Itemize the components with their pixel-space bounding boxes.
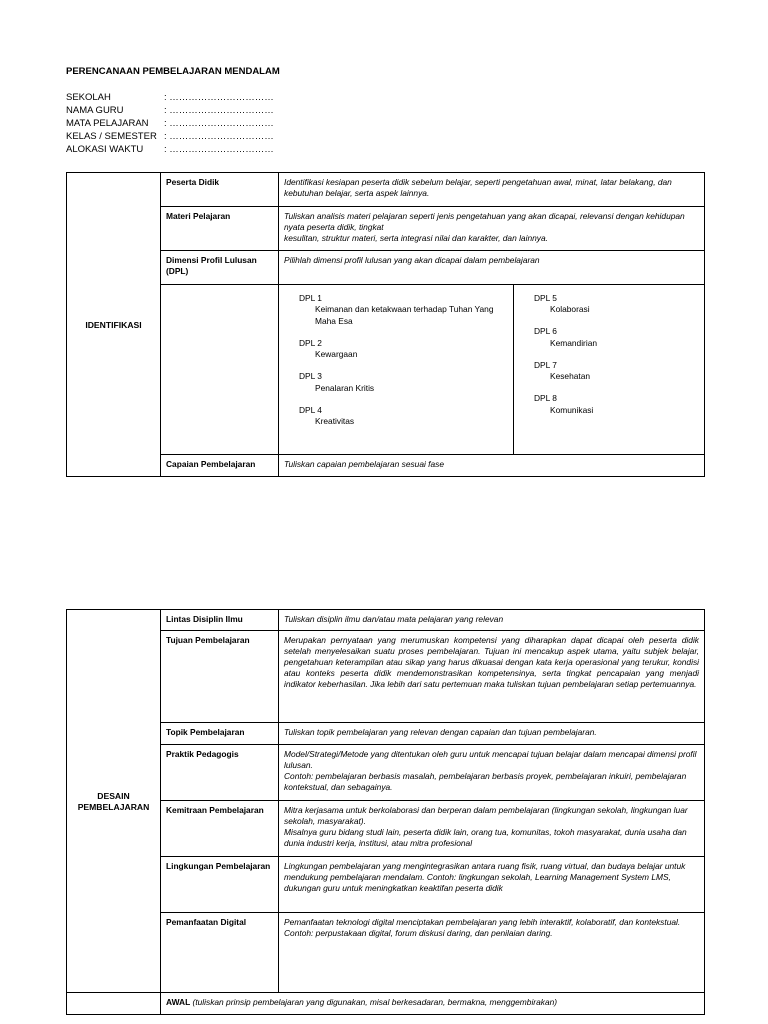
table-row (67, 857, 705, 913)
info-row-sekolah (66, 91, 274, 104)
info-value: : …………………………… (164, 131, 274, 143)
info-value: : …………………………… (164, 118, 274, 130)
dpl-item: DPL 4 Kreativitas (299, 404, 355, 427)
page-title: PERENCANAAN PEMBELAJARAN MENDALAM (66, 66, 280, 77)
dpl-list-right (514, 285, 705, 455)
row-description: Tuliskan analisis materi pelajaran seperti jenis pengetahuan yang akan dicapai, relevansi dengan kehidupan nyata peserta didik, tingkat kesulitan, struktur materi, serta integrasi nilai dan karakter, dan lainnya. (279, 207, 705, 251)
dpl-item: DPL 2 Kewargaan (299, 337, 358, 360)
info-row-mata-pelajaran (66, 117, 274, 130)
row-header: Pemanfaatan Digital (161, 913, 279, 993)
row-description: Pemanfaatan teknologi digital menciptakan pembelajaran yang lebih interaktif, kolaboratif, dan kontekstual. Contoh: perpustakaan digital, forum diskusi daring, dan penilaian daring. (279, 913, 705, 993)
empty-cell (67, 993, 161, 1015)
empty-cell (161, 285, 279, 455)
table-row (67, 251, 705, 285)
info-label: MATA PELAJARAN (66, 118, 149, 130)
row-description: Lingkungan pembelajaran yang mengintegrasikan antara ruang fisik, ruang virtual, dan budaya belajar untuk mendukung pembelajaran mendalam. Contoh: lingkungan sekolah, Learning Management System LMS, dukungan guru untuk meningkatkan keaktifan peserta didik (279, 857, 705, 913)
row-header: Lingkungan Pembelajaran (161, 857, 279, 913)
dpl-item: DPL 7 Kesehatan (534, 359, 591, 382)
awal-label: AWAL (166, 997, 191, 1007)
info-label: KELAS / SEMESTER (66, 131, 157, 143)
row-header: Lintas Disiplin Ilmu (161, 610, 279, 631)
awal-row (161, 993, 705, 1015)
awal-note: (tuliskan prinsip pembelajaran yang digunakan, misal berkesadaran, bermakna, menggembirakan) (192, 997, 558, 1007)
desain-table (66, 609, 705, 1015)
row-description: Tuliskan topik pembelajaran yang relevan dengan capaian dan tujuan pembelajaran. (279, 723, 705, 745)
info-row-nama-guru (66, 104, 274, 117)
row-header: Topik Pembelajaran (161, 723, 279, 745)
row-description: Model/Strategi/Metode yang ditentukan oleh guru untuk mencapai tujuan belajar dalam mencapai dimensi profil lulusan. Contoh: pembelajaran berbasis masalah, pembelajaran berbasis proyek, pembelajaran inkuiri, pembelajaran kontekstual, dan sebagainya. (279, 745, 705, 801)
row-header: Praktik Pedagogis (161, 745, 279, 801)
table-row (67, 723, 705, 745)
dpl-item: DPL 8 Komunikasi (534, 393, 594, 415)
row-description: Tuliskan disiplin ilmu dan/atau mata pelajaran yang relevan (279, 610, 705, 631)
table-row (67, 455, 705, 477)
row-description: Tuliskan capaian pembelajaran sesuai fase (279, 455, 705, 477)
row-header: Materi Pelajaran (161, 207, 279, 251)
info-value: : …………………………… (164, 105, 274, 117)
info-label: NAMA GURU (66, 105, 124, 117)
info-label: SEKOLAH (66, 92, 111, 103)
dpl-item: DPL 3 Penalaran Kritis (299, 371, 375, 393)
row-description: Merupakan pernyataan yang merumuskan kompetensi yang diharapkan dapat dicapai oleh peserta didik setelah menyelesaikan suatu proses pembelajaran. Tujuan ini mencakup aspek utama, yaitu subjek belajar, pengetahuan keterampilan atau sikap yang harus dikuasai dengan kata kerja operasional yang terukur, kondisi atau konteks peserta didik mendemonstrasikan kompetensinya, serta tingkat pencapaian yang menjadi indikator keberhasilan. Jika lebih dari satu pertemuan maka tuliskan tujuan pembelajaran setiap pertemuannya. (279, 631, 705, 723)
table-row (67, 207, 705, 251)
row-header: Peserta Didik (161, 173, 279, 207)
dpl-item: DPL 6 Kemandirian (534, 326, 598, 348)
row-header: Capaian Pembelajaran (161, 455, 279, 477)
identifikasi-table (66, 172, 705, 477)
info-row-alokasi-waktu (66, 143, 274, 156)
section-label-desain: DESAIN PEMBELAJARAN (67, 610, 161, 993)
table-row (67, 801, 705, 857)
table-row (67, 173, 705, 207)
info-value: : …………………………… (164, 92, 274, 103)
row-description: Identifikasi kesiapan peserta didik sebelum belajar, seperti pengetahuan awal, minat, latar belakang, dan kebutuhan belajar, serta aspek lainnya. (279, 173, 705, 207)
info-value: : …………………………… (164, 144, 274, 156)
table-row (67, 913, 705, 993)
info-row-kelas-semester (66, 130, 274, 143)
identity-block (66, 91, 274, 156)
table-row (67, 993, 705, 1015)
dpl-item: DPL 1 Keimanan dan ketakwaan terhadap Tuhan Yang Maha Esa (299, 293, 494, 326)
table-row (67, 610, 705, 631)
row-description: Mitra kerjasama untuk berkolaborasi dan berperan dalam pembelajaran (lingkungan sekolah, lingkungan luar sekolah, masyarakat). Misalnya guru bidang studi lain, peserta didik lain, orang tua, komunitas, tokoh masyarakat, dunia usaha dan dunia industri kerja, institusi, atau mitra profesional (279, 801, 705, 857)
row-description: Pilihlah dimensi profil lulusan yang akan dicapai dalam pembelajaran (279, 251, 705, 285)
table-row (67, 631, 705, 723)
table-row (67, 745, 705, 801)
row-header: Tujuan Pembelajaran (161, 631, 279, 723)
row-header: Dimensi Profil Lulusan (DPL) (161, 251, 279, 285)
table-row (67, 285, 705, 455)
row-header: Kemitraan Pembelajaran (161, 801, 279, 857)
dpl-list-left (279, 285, 514, 455)
dpl-item: DPL 5 Kolaborasi (534, 293, 590, 315)
section-label-identifikasi: IDENTIFIKASI (67, 173, 161, 477)
info-label: ALOKASI WAKTU (66, 144, 144, 156)
